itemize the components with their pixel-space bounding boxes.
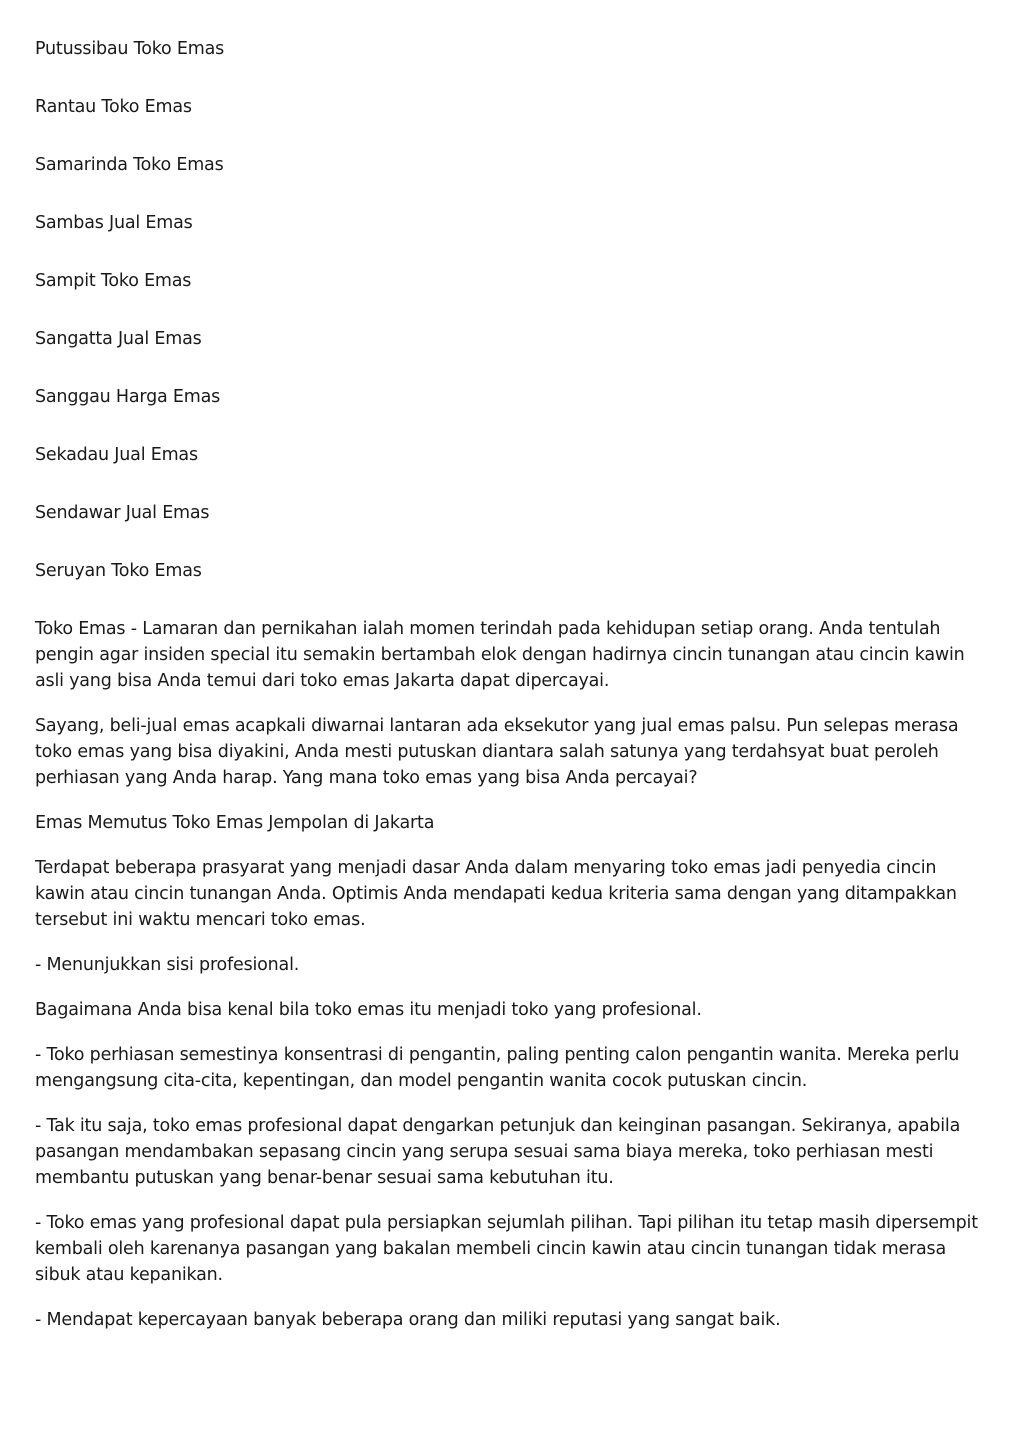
list-item: Sampit Toko Emas [35, 271, 192, 291]
bullet-paragraph: - Toko emas yang profesional dapat pula persiapkan sejumlah pilihan. Tapi pilihan itu tetap masih dipersempit kembali oleh karenanya pasangan yang bakalan membeli cincin kawin atau cincin tunangan tidak merasa sibuk atau kepanikan. [35, 1213, 978, 1285]
article-body [35, 616, 988, 1333]
list-item: Sendawar Jual Emas [35, 503, 210, 523]
list-item: Seruyan Toko Emas [35, 561, 202, 581]
list-item: Sambas Jual Emas [35, 213, 193, 233]
intro-paragraph: Toko Emas - Lamaran dan pernikahan ialah momen terindah pada kehidupan setiap orang. Anda tentulah pengin agar insiden special itu semakin bertambah elok dengan hadirnya cincin tunangan atau cincin kawin asli yang bisa Anda temui dari toko emas Jakarta dapat dipercayai. [35, 619, 965, 691]
paragraph: Sayang, beli-jual emas acapkali diwarnai lantaran ada eksekutor yang jual emas palsu. Pun selepas merasa toko emas yang bisa diyakini, Anda mesti putuskan diantara salah satunya yang terdahsyat buat peroleh perhiasan yang Anda harap. Yang mana toko emas yang bisa Anda percayai? [35, 716, 959, 788]
location-list [35, 36, 988, 584]
bullet-paragraph: - Toko perhiasan semestinya konsentrasi di pengantin, paling penting calon pengantin wanita. Mereka perlu mengangsung cita-cita, kepentingan, dan model pengantin wanita cocok putuskan cincin. [35, 1045, 960, 1091]
paragraph: Bagaimana Anda bisa kenal bila toko emas itu menjadi toko yang profesional. [35, 1000, 702, 1020]
list-item: Putussibau Toko Emas [35, 39, 225, 59]
bullet-paragraph: - Tak itu saja, toko emas profesional dapat dengarkan petunjuk dan keinginan pasangan. Sekiranya, apabila pasangan mendambakan sepasang cincin yang serupa sesuai sama biaya mereka, toko perhiasan mesti membantu putuskan yang benar-benar sesuai sama kebutuhan itu. [35, 1116, 961, 1188]
list-item: Samarinda Toko Emas [35, 155, 224, 175]
list-item: Rantau Toko Emas [35, 97, 192, 117]
paragraph: Terdapat beberapa prasyarat yang menjadi dasar Anda dalam menyaring toko emas jadi penyedia cincin kawin atau cincin tunangan Anda. Optimis Anda mendapati kedua kriteria sama dengan yang ditampakkan tersebut ini waktu mencari toko emas. [35, 858, 957, 930]
criterion-item: - Menunjukkan sisi profesional. [35, 955, 300, 975]
list-item: Sanggau Harga Emas [35, 387, 221, 407]
list-item: Sekadau Jual Emas [35, 445, 198, 465]
list-item: Sangatta Jual Emas [35, 329, 202, 349]
section-heading: Emas Memutus Toko Emas Jempolan di Jakarta [35, 813, 435, 833]
criterion-item: - Mendapat kepercayaan banyak beberapa orang dan miliki reputasi yang sangat baik. [35, 1310, 781, 1330]
